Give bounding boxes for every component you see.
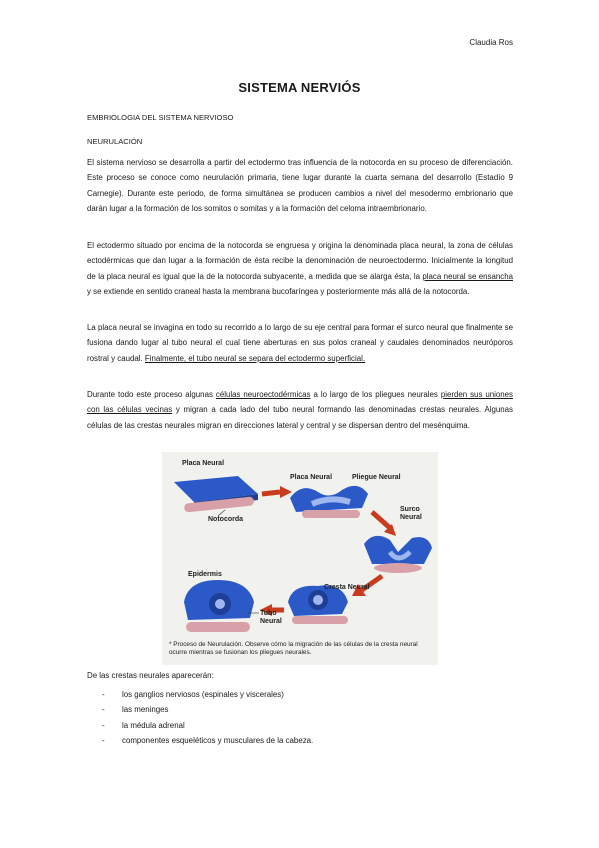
page-title: SISTEMA NERVIÓS (238, 80, 361, 95)
figure-caption: * Proceso de Neurulación. Observe cómo la migración de las células de la cresta neural ocurre mientras se fusionan los pliegues neurales. (169, 641, 418, 656)
paragraph-4-underlined-1: células neuroectodérmicas (215, 390, 311, 399)
neurulation-illustration (162, 452, 438, 665)
label-tubo-neural: Tubo Neural (260, 610, 282, 625)
paragraph-4-text-b: a lo largo de los pliegues neurales (310, 390, 441, 399)
paragraph-4 (87, 387, 513, 433)
author-name: Claudia Ros (469, 38, 513, 47)
paragraph-4-text-a: Durante todo este proceso algunas (87, 390, 216, 399)
paragraph-2-text-b: y se extiende en sentido craneal hasta la membrana bucofaríngea y posteriormente más allá de la notocorda. (87, 287, 470, 297)
label-notocorda: Notocorda (208, 516, 243, 523)
paragraph-3-underlined: Finalmente, el tubo neural se separa del ectodermo superficial. (144, 353, 366, 363)
stage-neural-groove (364, 536, 432, 573)
paragraph-3 (87, 320, 513, 366)
stage-neural-tube (184, 580, 254, 632)
label-placa-neural-1: Placa Neural (182, 460, 225, 467)
label-placa-neural-2: Placa Neural (290, 474, 333, 481)
arrow-1-head (280, 486, 292, 498)
arrow-1 (262, 492, 280, 494)
label-epidermis: Epidermis (188, 571, 222, 578)
label-pliegue-neural: Pliegue Neural (352, 474, 401, 481)
neurulation-figure (162, 452, 438, 665)
paragraph-2-underlined: placa neural se ensancha (422, 271, 513, 281)
label-cresta-neural: Cresta Neural (324, 584, 370, 591)
list-intro: De las crestas neurales aparecerán: (87, 671, 214, 680)
stage-neural-crest (288, 585, 348, 624)
stage-neural-fold (290, 486, 368, 518)
paragraph-4-text-c: y migran a cada lado del tubo neural formando las denominadas crestas neurales. Algunas células de las crestas neurales migran en direcciones lateral y central y se dispersan dentro del mesénquima. (87, 405, 513, 430)
subsection-heading: NEURULACIÓN (87, 137, 143, 146)
stage-neural-plate (174, 476, 258, 513)
section-heading: EMBRIOLOGIA DEL SISTEMA NERVIOSO (87, 113, 234, 122)
paragraph-4-underlined-2: pierden sus uniones con las células vecinas (87, 390, 513, 415)
paragraph-1: El sistema nervioso se desarrolla a partir del ectodermo tras influencia de la notocorda en su proceso de diferenciación. Este proceso se conoce como neurulación primaria, tiene lugar durante la cuarta semana del desarrollo (Estadío 9 Carnegie). Durante este periodo, de forma simultánea se producen cambios a nivel del mesodermo embrionario que darán lugar a la formación de los somitos o somitas y a la formación del celoma intraembrionario. (87, 158, 513, 214)
arrow-2 (372, 512, 390, 528)
paragraph-2-text-a: El ectodermo situado por encima de la notocorda se engruesa y origina la denominada placa neural, la zona de células ectodérmicas que dan lugar a la formación de ésta recibe la denominación de neuroectodermo. Inicialmente la longitud de la placa neural es igual que la de la notocorda subyacente, a medida que se alarga ésta, la (87, 241, 513, 281)
paragraph-2 (87, 238, 513, 300)
label-surco-neural: Surco Neural (400, 506, 422, 521)
document-page: Claudia Ros SISTEMA NERVIÓS EMBRIOLOGIA DEL SISTEMA NERVIOSO NEURULACIÓN El sistema nervioso se desarrolla a partir del ectodermo tras influencia de la notocorda en su proceso de diferenciación. Este proceso se conoce como neurulación primaria, tiene lugar durante la cuarta semana del desarrollo (Estadío 9 Carnegie). Durante este periodo, de forma simultánea se producen cambios a nivel del mesodermo embrionario que darán lugar a la formación de los somitos o somitas y a la formación del celoma intraembrionario. El ectodermo situado por encima de la notocorda se engruesa y origina la denominada placa neural, la zona de células ectodérmicas que dan lugar a la formación de ésta recibe la denominación de neuroectodermo. Inicialmente la longitud de la placa neural es igual que la de la notocorda subyacente, a medida que se alarga ésta, la placa neural se ensancha y se extiende en sentido craneal hasta la membrana bucofaríngea y posteriormente más allá de la notocorda. La placa neural se invagina en todo su recorrido a lo largo de su eje central para formar el surco neural que finalmente se fusiona dando lugar al tubo neural el cual tiene aberturas en sus polos craneal y caudales denominados neuróporos rostral y caudal. Finalmente, el tubo neural se separa del ectodermo superficial. Durante todo este proceso algunas células neuroectodérmicas a lo largo de los pliegues neurales pierden sus uniones con las células vecinas y migran a cada lado del tubo neural formando las denominadas crestas neurales. Algunas células de las crestas neurales migran en direcciones lateral y central y se dispersan dentro del mesénquima. Placa Neural Notocorda Placa Neural Pliegue Neural Surco Neural Epidermis Cresta Neural Tubo Neural * Proceso de Neurulación. Observe cómo la migración de las células de la cresta neural ocurre mientras se fusionan los pliegues neurales. De las crestas neurales aparecerán: - los ganglios nerviosos (espinales y viscerales) - las meninges - la médula adrenal - componentes esqueléticos y musculares de la cabeza. (0, 0, 599, 848)
paragraph-3-text: La placa neural se invagina en todo su recorrido a lo largo de su eje central para formar el surco neural que finalmente se fusiona dando lugar al tubo neural el cual tiene aberturas en sus polos craneal y caudales denominados neuróporos rostral y caudal. (87, 323, 513, 363)
